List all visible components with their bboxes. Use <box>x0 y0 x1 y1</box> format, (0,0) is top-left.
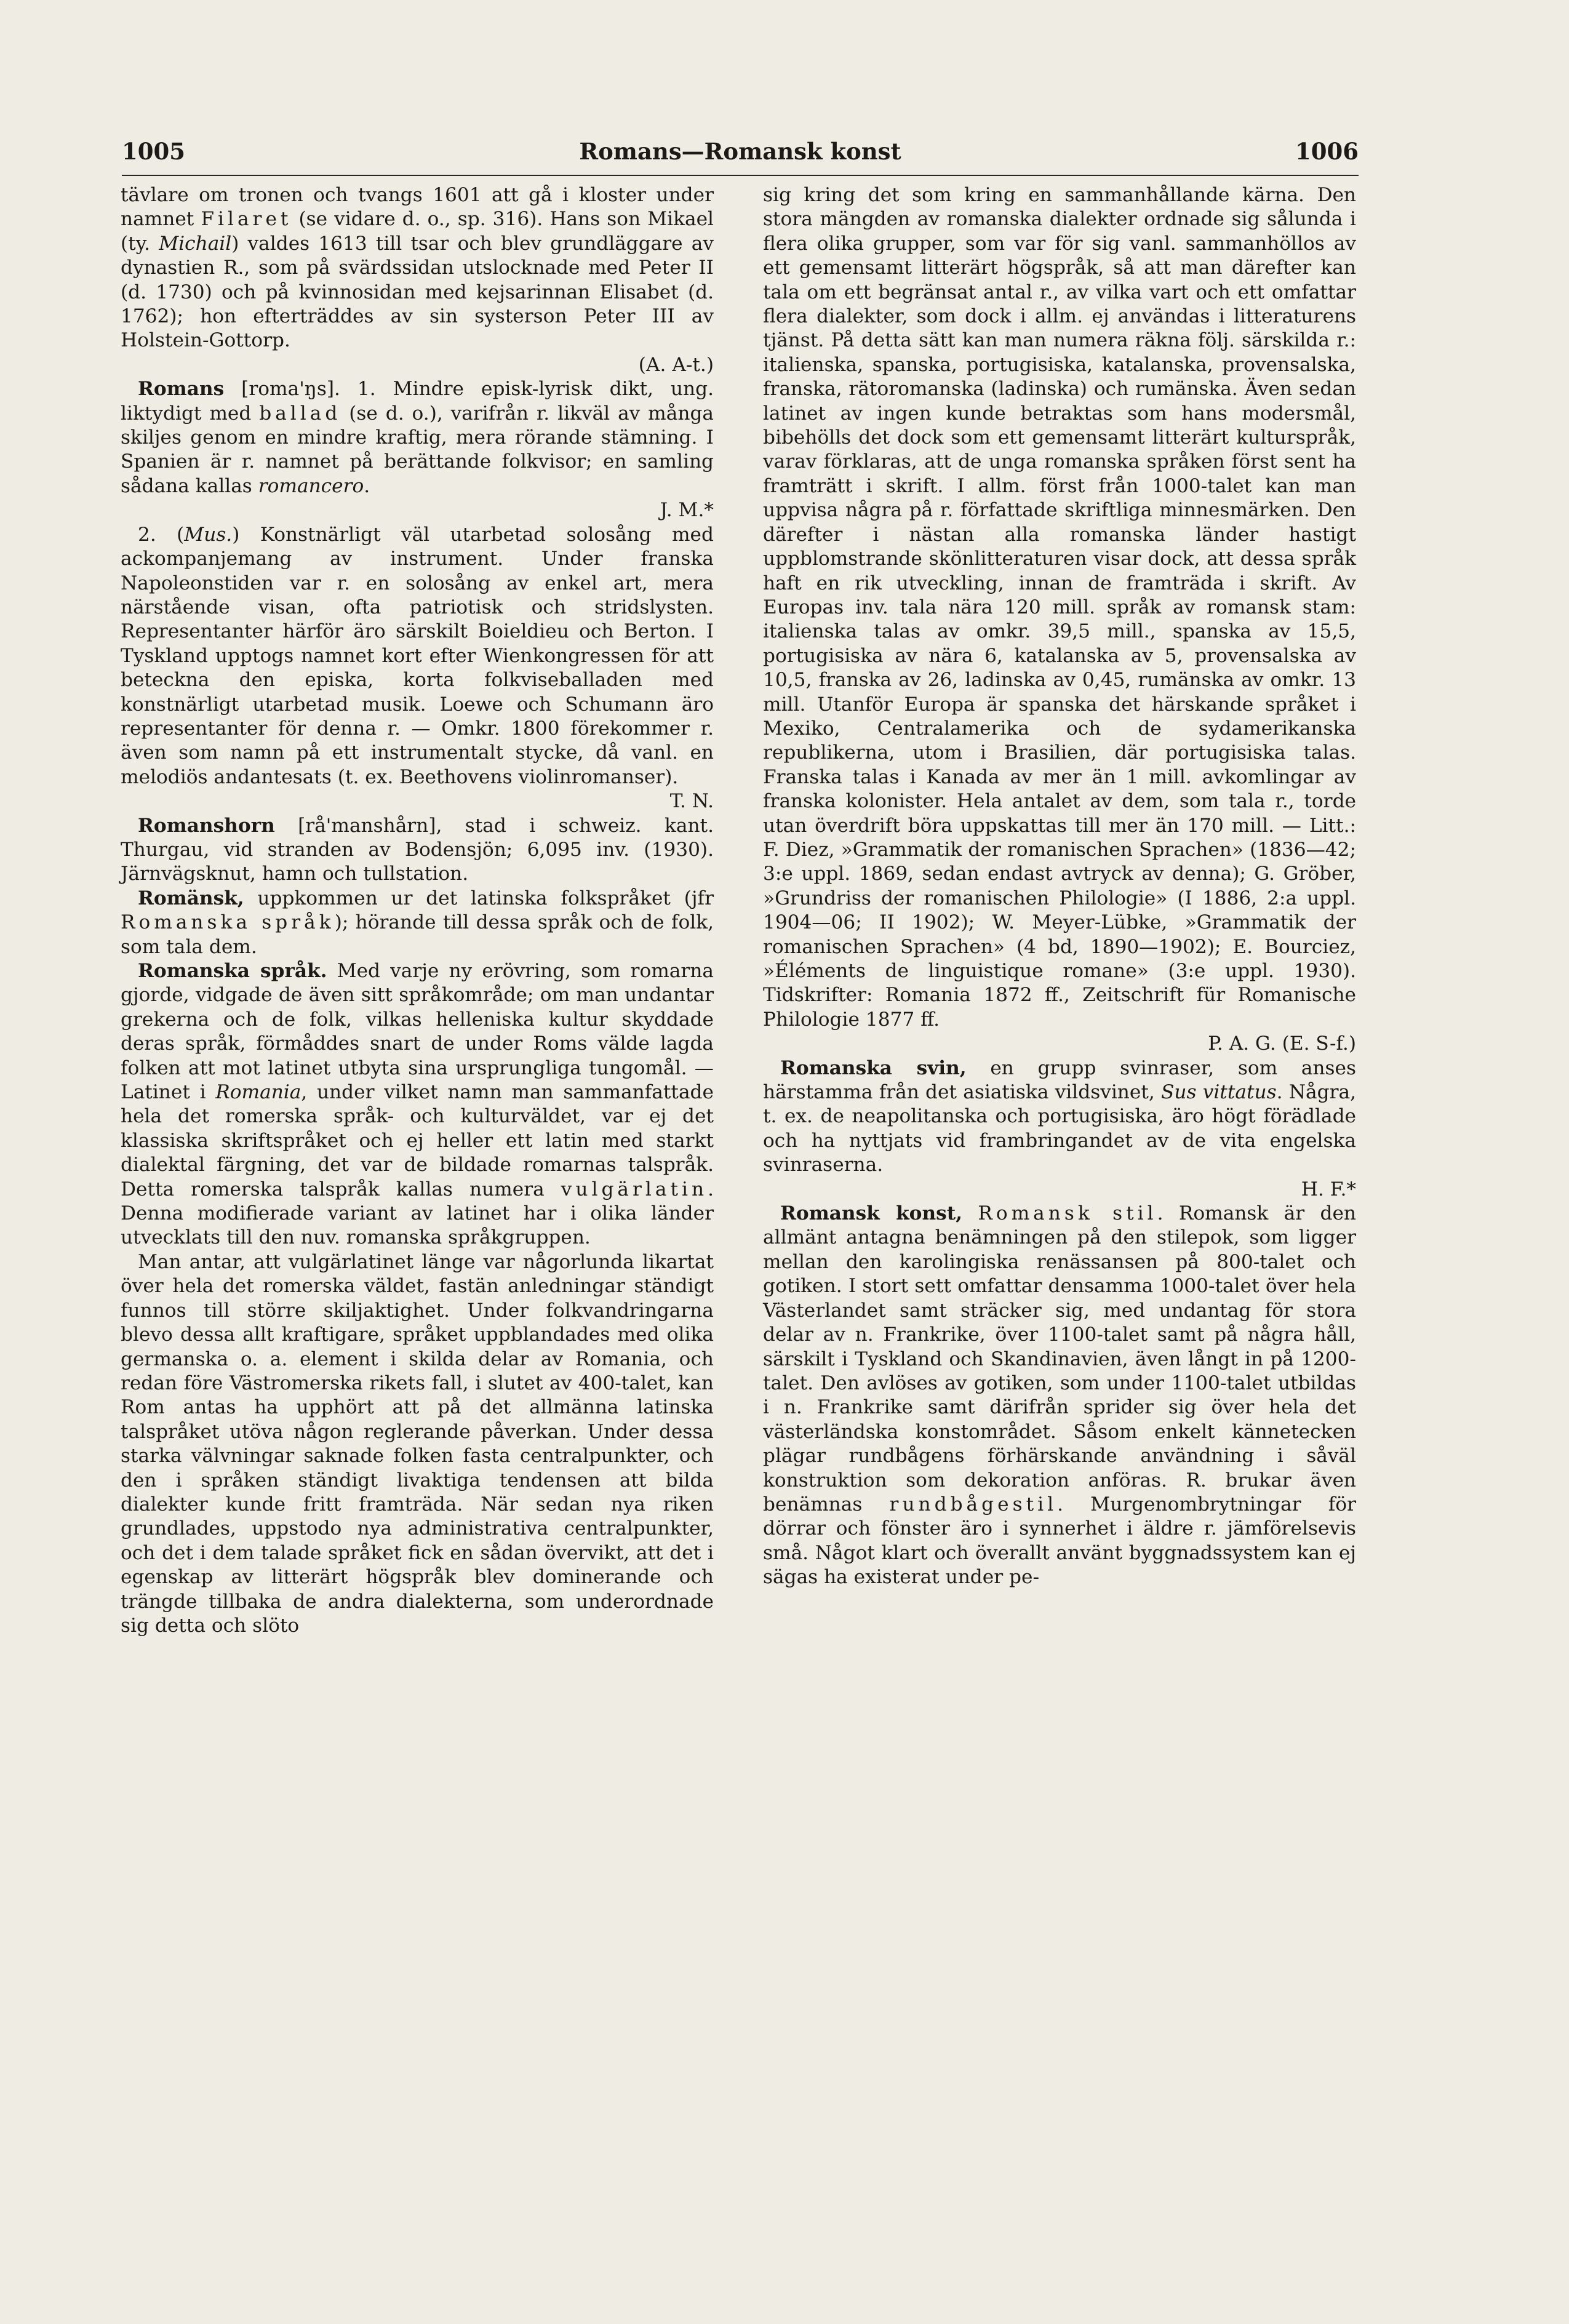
entry-romanska-sprak-continuation: sig kring det som kring en sammanhållande kärna. Den stora mängden av romanska dialekter ordnade sig sålunda i flera olika grupper, som var för sig vanl. sammanhöllos av ett gemensamt litterärt högspråk, så att man därefter kan tala om ett begränsat antal r., av vilka vart och ett omfattar flera dialekter, som dock i allm. ej användas i litteraturens tjänst. På detta sätt kan man numera räkna följ. särskilda r.: italienska, spanska, portugisiska, katalanska, provensalska, franska, rätoromanska (ladinska) och rumänska. Även sedan latinet av ingen kunde betraktas som hans modersmål, bibehölls det dock som ett gemensamt litterärt kulturspråk, varav förklaras, att de unga romanska språken först sent ha framträtt i skrift. I allm. först från 1000-talet kan man uppvisa några på r. författade skriftliga minnesmärken. Den därefter i nästan alla romanska länder hastigt uppblomstrande skönlitteraturen visar dock, att dessa språk haft en rik utveckling, innan de framträda i skrift. Av Europas inv. tala nära 120 mill. språk av romansk stam: italienska talas av omkr. 39,5 mill., spanska av 15,5, portugisiska av nära 6, katalanska av 5, provensalska av 10,5, franska av 26, ladinska av 0,45, rumänska av omkr. 13 mill. Utanför Europa är spanska det härskande språket i Mexiko, Centralamerika och de sydamerikanska republikerna, utom i Brasilien, där portugisiska talas. Franska talas i Kanada av mer än 1 mill. avkomlingar av franska kolonister. Hela antalet av dem, som tala r., torde utan överdrift böra uppskattas till mer än 170 mill. — Litt.: F. Diez, »Grammatik der romanischen Sprachen» (1836—42; 3:e uppl. 1869, sedan endast avtryck av denna); G. Gröber, »Grundriss der romanischen Philologie» (I 1886, 2:a uppl. 1904—06; II 1902); W. Meyer-Lübke, »Grammatik der romanischen Sprachen» (4 bd, 1890—1902); E. Bourciez, »Éléments de linguistique romane» (3:e uppl. 1930). Tidskrifter: Romania 1872 ff., Zeitschrift für Romanische Philologie 1877 ff. <box>763 184 1356 1031</box>
signature: (A. A-t.) <box>638 353 714 376</box>
paragraph-vulgarlatin: Man antar, att vulgärlatinet länge var någorlunda likartat över hela det romerska väldet, fastän anledningar ständigt funnos till större skiljaktighet. Under folkvandringarna blevo dessa allt kraftigare, språket uppblandades med olika germanska o. a. element i skilda delar av Romania, och redan före Västromerska rikets fall, i slutet av 400-talet, kan Rom antas ha upphört att på det allmänna latinska talspråket utöva någon reglerande påverkan. Under dessa starka välvningar saknade folken fasta centralpunkter, och den i språken ständigt livaktiga tendensen att bilda dialekter kunde fritt framträda. När sedan nya riken grundlades, uppstodo nya administrativa centralpunkter, och det i dem talade språket fick en sådan övervikt, att det i egenskap av litterärt högspråk blev dominerande och trängde tillbaka de andra dialekterna, som underordnade sig detta och slöto <box>121 1250 714 1637</box>
headword: Romänsk, <box>138 887 244 909</box>
entry-romanska-svin: Romanska svin, en grupp svinraser, som anses härstamma från det asiatiska vildsvinet, Sus vittatus. Några, t. ex. de neapolitanska och portugisiska, äro högt förädlade och ha nyttjats vid frambringandet av de vita engelska svinraserna. <box>763 1056 1357 1176</box>
entry-romanshorn: Romanshorn [rå'manshårn], stad i schweiz. kant. Thurgau, vid stranden av Bodensjön; 6,095 inv. (1930). Järnvägsknut, hamn och tullstation. <box>121 814 714 885</box>
page-number-right: 1006 <box>1295 138 1359 165</box>
signature: J. M.* <box>660 499 714 522</box>
signature: P. A. G. (E. S-f.) <box>1208 1032 1356 1055</box>
header-rule <box>122 175 1359 176</box>
running-title: Romans—Romansk konst <box>579 138 901 165</box>
spaced-name-filaret: Filaret <box>201 208 292 231</box>
entry-romansk-konst: Romansk konst, Romansk stil. Romansk är den allmänt antagna benämningen på den stilepok, som ligger mellan den karolingiska renässansen på 800-talet och gotiken. I stort sett omfattar densamma 1000-talet över hela Västerlandet samt sträcker sig, med undantag för stora delar av n. Frankrike, över 1100-talet samt på några håll, särskilt i Tyskland och Skandinavien, även långt in på 1200-talet. Den avlöses av gotiken, som under 1100-talet utbildas i n. Frankrike samt därifrån sprider sig över hela det västerländska konstområdet. Såsom enkelt kännetecken plägar rundbågens förhärskande användning i såväl konstruktion som dekoration anföras. R. brukar även benämnas rundbågestil. Murgenombrytningar för dörrar och fönster äro i synnerhet i äldre r. jämförelsevis små. Något klart och överallt använt byggnadssystem kan ej sägas ha existerat under pe- <box>763 1202 1356 1589</box>
right-column <box>763 183 1356 1590</box>
signature: T. N. <box>669 790 714 813</box>
entry-romansk: Romänsk, uppkommen ur det latinska folkspråket (jfr Romanska språk); hörande till dessa språk och de folk, som tala dem. <box>121 887 714 958</box>
italic-sus-vittatus: Sus vittatus <box>1161 1081 1277 1104</box>
italic-mus: Mus. <box>184 523 233 546</box>
page-number-left: 1005 <box>122 138 185 165</box>
italic-romania: Romania <box>215 1081 301 1104</box>
spaced-ref-romanska-sprak: Romanska språk <box>121 911 335 934</box>
headword: Romanshorn <box>138 814 275 837</box>
headword: Romanska svin, <box>780 1056 967 1079</box>
spaced-vulgarlatin: vulgärlatin <box>561 1178 708 1200</box>
spaced-ref-ballad: ballad <box>259 402 341 425</box>
entry-romanska-sprak: Romanska språk. Med varje ny erövring, som romarna gjorde, vidgade de även sitt språkområde; om man undantar grekerna och de folk, vilkas helleniska kultur skyddade deras språk, förmåddes snart de under Roms välde lagda folken att mot latinet utbyta sina ursprungliga tungomål. — Latinet i Romania, under vilket namn man sammanfattade hela det romerska språk- och kulturväldet, var ej det klassiska skriftspråket och ej heller ett latin med starkt dialektal färgning, det var de bildade romarnas talspråk. Detta romerska talspråk kallas numera vulgärlatin. Denna modifierade variant av latinet har i olika länder utvecklats till den nuv. romanska språkgruppen. <box>121 960 714 1249</box>
headword: Romansk konst, <box>780 1202 962 1225</box>
running-header <box>122 138 1359 175</box>
spaced-rundbagestil: rundbågestil <box>889 1493 1058 1515</box>
signature: H. F.* <box>1301 1178 1356 1200</box>
left-column <box>121 183 714 1638</box>
headword: Romanska språk. <box>138 960 327 982</box>
headword: Romans <box>138 378 225 401</box>
spaced-romansk-stil: Romansk stil <box>978 1202 1157 1225</box>
entry-romanov-continuation: tävlare om tronen och tvangs 1601 att gå i kloster under namnet Filaret (se vidare d. o., sp. 316). Hans son Mikael (ty. Michail) valdes 1613 till tsar och blev grundläggare av dynastien R., som på svärdssidan utslocknade med Peter II (d. 1730) och på kvinnosidan med kejsarinnan Elisabet (d. 1762); hon efterträddes av sin systerson Peter III av Holstein-Gottorp. <box>121 184 714 352</box>
italic-michail: Michail <box>159 232 232 255</box>
entry-romans-music: 2. (Mus.) Konstnärligt väl utarbetad solosång med ackompanjemang av instrument. Under franska Napoleonstiden var r. en solosång av enkel art, mera närstående visan, ofta patriotisk och stridslysten. Representanter härför äro särskilt Boieldieu och Berton. I Tyskland upptogs namnet kort efter Wienkongressen för att beteckna den episka, korta folkviseballaden med konstnärligt utarbetad musik. Loewe och Schumann äro representanter för denna r. — Omkr. 1800 förekommer r. även som namn på ett instrumentalt stycke, då vanl. en melodiös andantesats (t. ex. Beethovens violinromanser). <box>121 523 714 788</box>
entry-romans: Romans [roma'ŋs]. 1. Mindre episk-lyrisk dikt, ung. liktydigt med ballad (se d. o.), varifrån r. likväl av många skiljes genom en mindre kraftig, mera rörande stämning. I Spanien är r. namnet på berättande folkvisor; en samling sådana kallas romancero. <box>121 378 714 497</box>
italic-romancero: romancero <box>258 474 364 497</box>
